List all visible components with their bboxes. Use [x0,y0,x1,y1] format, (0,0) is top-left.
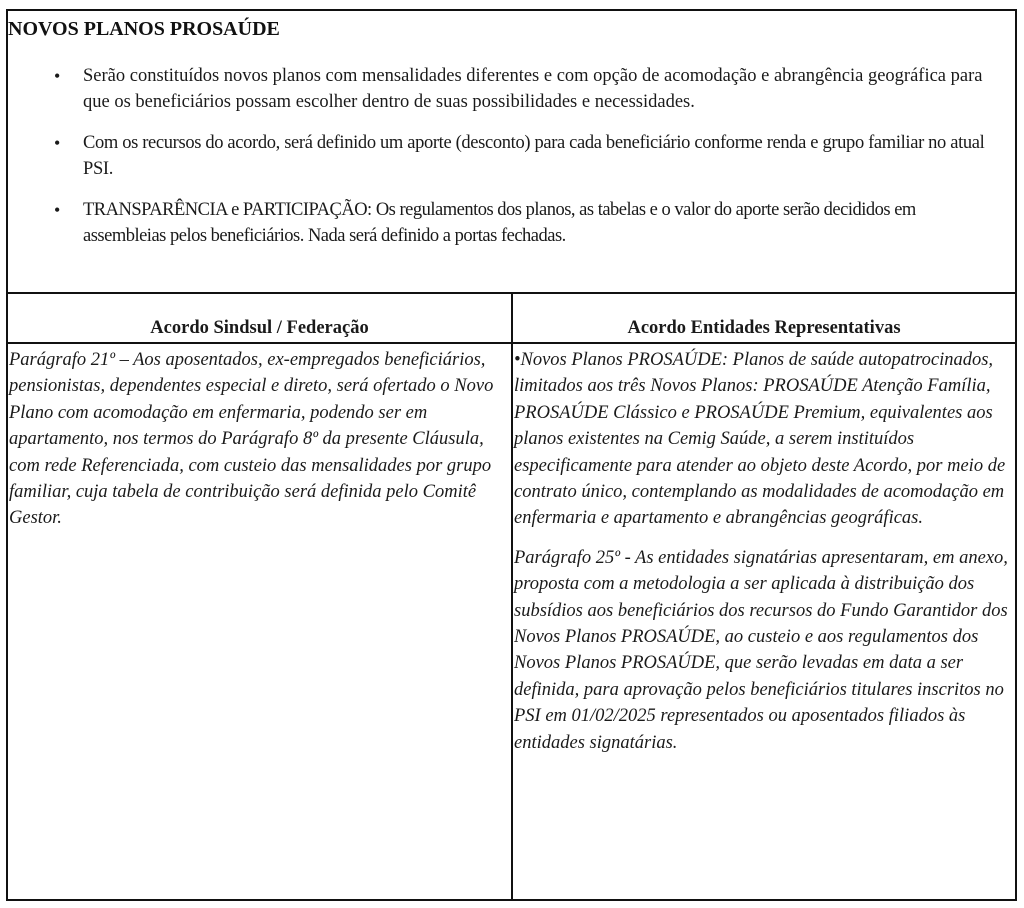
table-header-cell [8,294,511,344]
document-title: NOVOS PLANOS PROSAÚDE [8,18,280,40]
bullet-list [8,63,1015,264]
summary-section [8,11,1015,294]
bullet-text: Com os recursos do acordo, será definido um aporte (desconto) para cada beneficiário conforme renda e grupo familiar no atual PSI. [83,133,985,179]
paragraph-25: Parágrafo 25º - As entidades signatárias apresentaram, em anexo, proposta com a metodologia a ser aplicada à distribuição dos subsídios aos beneficiários dos recursos do Fundo Garantidor dos Novos Planos PROSAÚDE, ao custeio e aos regulamentos dos Novos Planos PROSAÚDE, que serão levadas em data a ser definida, para aprovação pelos beneficiários titulares inscritos no PSI em 01/02/2025 representados ou aposentados filiados às entidades signatárias. [514,547,1008,753]
bullet-item [8,197,998,249]
bullet-text: TRANSPARÊNCIA e PARTICIPAÇÃO: Os regulamentos dos planos, as tabelas e o valor do aporte serão decididos em assembleias pelos beneficiários. Nada será definido a portas fechadas. [83,200,916,246]
column-entidades-representativas [513,294,1015,899]
header-label: Acordo Sindsul / Federação [150,318,369,338]
header-label: Acordo Entidades Representativas [627,318,901,338]
document-frame [6,9,1017,901]
comparison-table [8,294,1015,899]
table-cell [513,344,1015,756]
paragraph-21: Parágrafo 21º – Aos aposentados, ex-empregados beneficiários, pensionistas, dependentes especial e direto, será ofertado o Novo Plano com acomodação em enfermaria, podendo ser em apartamento, nos termos do Parágrafo 8º da presente Cláusula, com rede Referenciada, com custeio das mensalidades por grupo familiar, cuja tabela de contribuição será definida pelo Comitê Gestor. [9,350,494,529]
bullet-icon: • [54,66,61,86]
bullet-item [8,130,998,182]
column-sindsul-federacao [8,294,513,899]
bullet-icon: • [54,133,61,153]
bullet-text: Serão constituídos novos planos com mensalidades diferentes e com opção de acomodação e abrangência geográfica para que os beneficiários possam escolher dentro de suas possibilidades e necessidades. [83,66,983,112]
bullet-icon: • [54,200,61,220]
novos-planos-paragraph: •Novos Planos PROSAÚDE: Planos de saúde autopatrocinados, limitados aos três Novos Planos: PROSAÚDE Atenção Família, PROSAÚDE Clássico e PROSAÚDE Premium, equivalentes aos planos existentes na Cemig Saúde, a serem instituídos especificamente para atender ao objeto deste Acordo, por meio de contrato único, contemplando as modalidades de acomodação em enfermaria e apartamento e abrangências geográficas. [514,350,1006,529]
table-cell [8,344,511,532]
bullet-item [8,63,998,115]
table-header-cell [513,294,1015,344]
